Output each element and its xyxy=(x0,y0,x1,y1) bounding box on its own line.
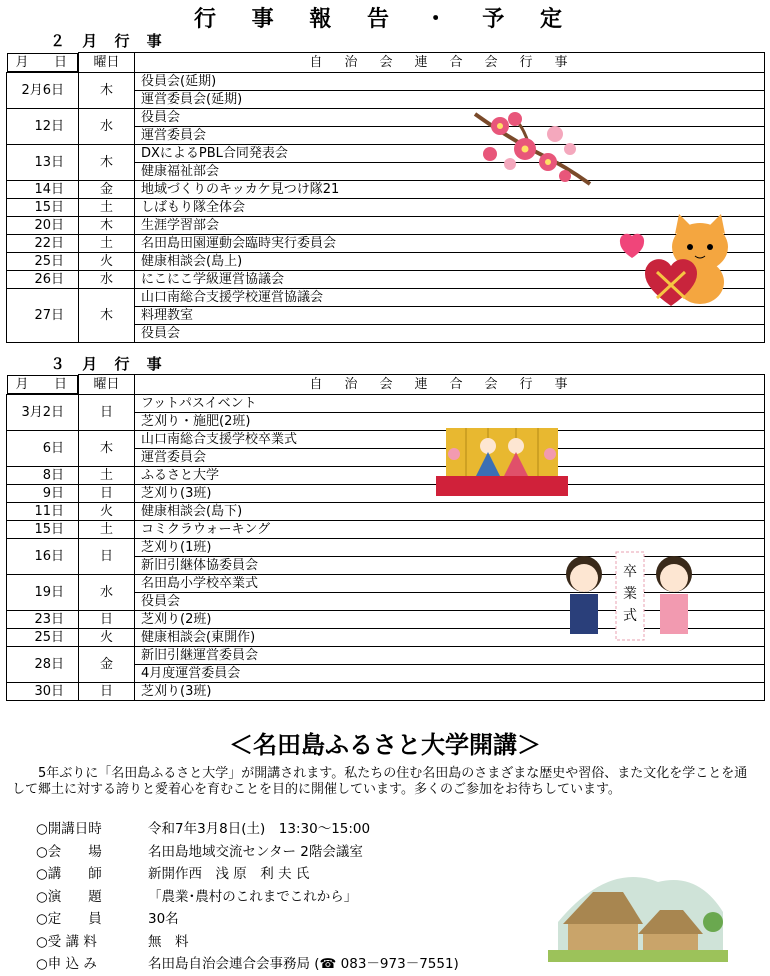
event-weekday: 木 xyxy=(79,288,135,342)
event-weekday: 水 xyxy=(79,270,135,288)
info-row xyxy=(36,863,459,886)
university-info xyxy=(36,818,459,976)
info-label: ○演 題 xyxy=(36,888,102,905)
event-name: 役員会 xyxy=(135,108,765,126)
university-heading: ＜名田島ふるさと大学開講＞ xyxy=(229,731,541,759)
event-name: 料理教室 xyxy=(135,306,765,324)
event-weekday: 日 xyxy=(79,610,135,628)
event-name: 4月度運営委員会 xyxy=(135,664,765,682)
info-value: 「農業･農村のこれまでこれから」 xyxy=(148,888,358,905)
event-weekday: 水 xyxy=(79,108,135,144)
event-name: 地域づくりのキッカケ見つけ隊21 xyxy=(135,180,765,198)
event-weekday: 金 xyxy=(79,180,135,198)
event-date: 25日 xyxy=(7,252,79,270)
event-name: フットパスイベント xyxy=(135,394,765,412)
event-date: 15日 xyxy=(7,520,79,538)
event-name: 芝刈り(1班) xyxy=(135,538,765,556)
graduation-sign-char-3: 式 xyxy=(623,608,637,624)
table-row xyxy=(7,484,765,502)
table-row xyxy=(7,180,765,198)
event-name: コミクラウォーキング xyxy=(135,520,765,538)
event-date: 19日 xyxy=(7,574,79,610)
event-date: 9日 xyxy=(7,484,79,502)
event-name: 健康相談会(島上) xyxy=(135,252,765,270)
event-name: 役員会 xyxy=(135,324,765,342)
event-date: 23日 xyxy=(7,610,79,628)
table-header-row xyxy=(7,53,765,73)
info-value: 30名 xyxy=(148,911,179,927)
graduation-kids-icon xyxy=(558,548,698,643)
month-header: 月 xyxy=(15,54,29,70)
event-weekday: 火 xyxy=(79,252,135,270)
day-header: 日 xyxy=(53,54,67,70)
event-date: 27日 xyxy=(7,288,79,342)
info-value: 令和7年3月8日(土) 13:30～15:00 xyxy=(148,821,371,837)
event-weekday: 木 xyxy=(79,144,135,180)
farm-village-icon xyxy=(548,852,728,962)
event-date: 20日 xyxy=(7,216,79,234)
event-name: DXによるPBL合同発表会 xyxy=(135,144,765,162)
event-name: 役員会(延期) xyxy=(135,72,765,90)
month-header: 月 xyxy=(15,376,29,392)
event-date: 11日 xyxy=(7,502,79,520)
event-name: 運営委員会 xyxy=(135,448,765,466)
event-name: 名田島田園運動会臨時実行委員会 xyxy=(135,234,765,252)
page-title: 行 事 報 告 ・ 予 定 xyxy=(194,7,576,32)
info-label: ○開講日時 xyxy=(36,821,102,837)
event-date: 15日 xyxy=(7,198,79,216)
table-row xyxy=(7,108,765,126)
event-weekday: 木 xyxy=(79,430,135,466)
info-row xyxy=(36,953,459,976)
event-name: 新旧引継体協委員会 xyxy=(135,556,765,574)
event-date: 30日 xyxy=(7,682,79,700)
info-label: ○受 講 料 xyxy=(36,933,97,950)
table-header-row xyxy=(7,375,765,395)
event-date: 3月2日 xyxy=(7,394,79,430)
mar-heading: ３ 月 行 事 xyxy=(50,355,168,373)
graduation-sign-char-2: 業 xyxy=(623,586,637,602)
event-weekday: 木 xyxy=(79,216,135,234)
event-date: 2月6日 xyxy=(7,72,79,108)
event-name: 芝刈り・施肥(2班) xyxy=(135,412,765,430)
event-name: 健康相談会(東開作) xyxy=(135,628,765,646)
graduation-sign-char-1: 卒 xyxy=(623,564,637,580)
info-row xyxy=(36,818,459,841)
info-value: 新開作西 浅 原 利 夫 氏 xyxy=(148,866,310,882)
events-header: 自治会連合会行事 xyxy=(135,53,765,73)
event-name: 運営委員会 xyxy=(135,126,765,144)
table-row xyxy=(7,646,765,664)
event-name: 芝刈り(2班) xyxy=(135,610,765,628)
event-name: にこにこ学級運営協議会 xyxy=(135,270,765,288)
event-name: 新旧引継運営委員会 xyxy=(135,646,765,664)
feb-heading: ２ 月 行 事 xyxy=(50,32,168,50)
event-weekday: 土 xyxy=(79,466,135,484)
event-date: 13日 xyxy=(7,144,79,180)
mar-events-table xyxy=(6,374,765,701)
event-weekday: 日 xyxy=(79,682,135,700)
event-name: 役員会 xyxy=(135,592,765,610)
info-row xyxy=(36,931,459,954)
event-weekday: 日 xyxy=(79,484,135,502)
event-weekday: 日 xyxy=(79,394,135,430)
info-row xyxy=(36,886,459,909)
event-name: 名田島小学校卒業式 xyxy=(135,574,765,592)
event-date: 16日 xyxy=(7,538,79,574)
event-weekday: 土 xyxy=(79,234,135,252)
table-row xyxy=(7,394,765,412)
info-value: 無 料 xyxy=(148,933,189,950)
info-label: ○定 員 xyxy=(36,911,102,927)
event-date: 6日 xyxy=(7,430,79,466)
event-weekday: 火 xyxy=(79,502,135,520)
event-weekday: 木 xyxy=(79,72,135,108)
event-date: 22日 xyxy=(7,234,79,252)
date-header xyxy=(7,53,79,72)
info-value: 名田島自治会連合会事務局 (☎ 083－973－7551) xyxy=(148,956,459,972)
event-weekday: 日 xyxy=(79,538,135,574)
info-row xyxy=(36,841,459,864)
event-date: 12日 xyxy=(7,108,79,144)
event-date: 8日 xyxy=(7,466,79,484)
info-label: ○会 場 xyxy=(36,843,102,860)
info-label: ○講 師 xyxy=(36,866,102,882)
event-name: 運営委員会(延期) xyxy=(135,90,765,108)
day-header: 日 xyxy=(53,376,67,392)
event-weekday: 金 xyxy=(79,646,135,682)
date-header xyxy=(7,375,79,394)
table-row xyxy=(7,72,765,90)
table-row xyxy=(7,144,765,162)
hina-dolls-icon xyxy=(436,424,568,496)
cat-heart-icon xyxy=(605,212,735,307)
event-weekday: 土 xyxy=(79,198,135,216)
table-row xyxy=(7,430,765,448)
university-intro: 5年ぶりに「名田島ふるさと大学」が開講されます。私たちの住む名田島のさまざまな歴史や習俗、また文化を学ことを通して郷土に対する誇りと愛着心を育むことを目的に開催しています。多くのご参加をお待ちしています。 xyxy=(12,766,748,797)
event-name: 健康相談会(島下) xyxy=(135,502,765,520)
event-weekday: 水 xyxy=(79,574,135,610)
event-name: 山口南総合支援学校運営協議会 xyxy=(135,288,765,306)
event-date: 26日 xyxy=(7,270,79,288)
table-row xyxy=(7,682,765,700)
event-name: 山口南総合支援学校卒業式 xyxy=(135,430,765,448)
event-name: 健康福祉部会 xyxy=(135,162,765,180)
info-row xyxy=(36,908,459,931)
event-name: 芝刈り(3班) xyxy=(135,484,765,502)
event-name: 生涯学習部会 xyxy=(135,216,765,234)
weekday-header: 曜日 xyxy=(79,53,135,73)
event-name: しばもり隊全体会 xyxy=(135,198,765,216)
events-header: 自治会連合会行事 xyxy=(135,375,765,395)
table-row xyxy=(7,520,765,538)
event-name: ふるさと大学 xyxy=(135,466,765,484)
event-name: 芝刈り(3班) xyxy=(135,682,765,700)
weekday-header: 曜日 xyxy=(79,375,135,395)
event-weekday: 火 xyxy=(79,628,135,646)
table-row xyxy=(7,502,765,520)
info-value: 名田島地域交流センター 2階会議室 xyxy=(148,843,363,860)
table-row xyxy=(7,466,765,484)
plum-blossom-icon xyxy=(470,104,595,189)
event-date: 28日 xyxy=(7,646,79,682)
event-date: 25日 xyxy=(7,628,79,646)
event-date: 14日 xyxy=(7,180,79,198)
info-label: ○申 込 み xyxy=(36,956,97,972)
event-weekday: 土 xyxy=(79,520,135,538)
